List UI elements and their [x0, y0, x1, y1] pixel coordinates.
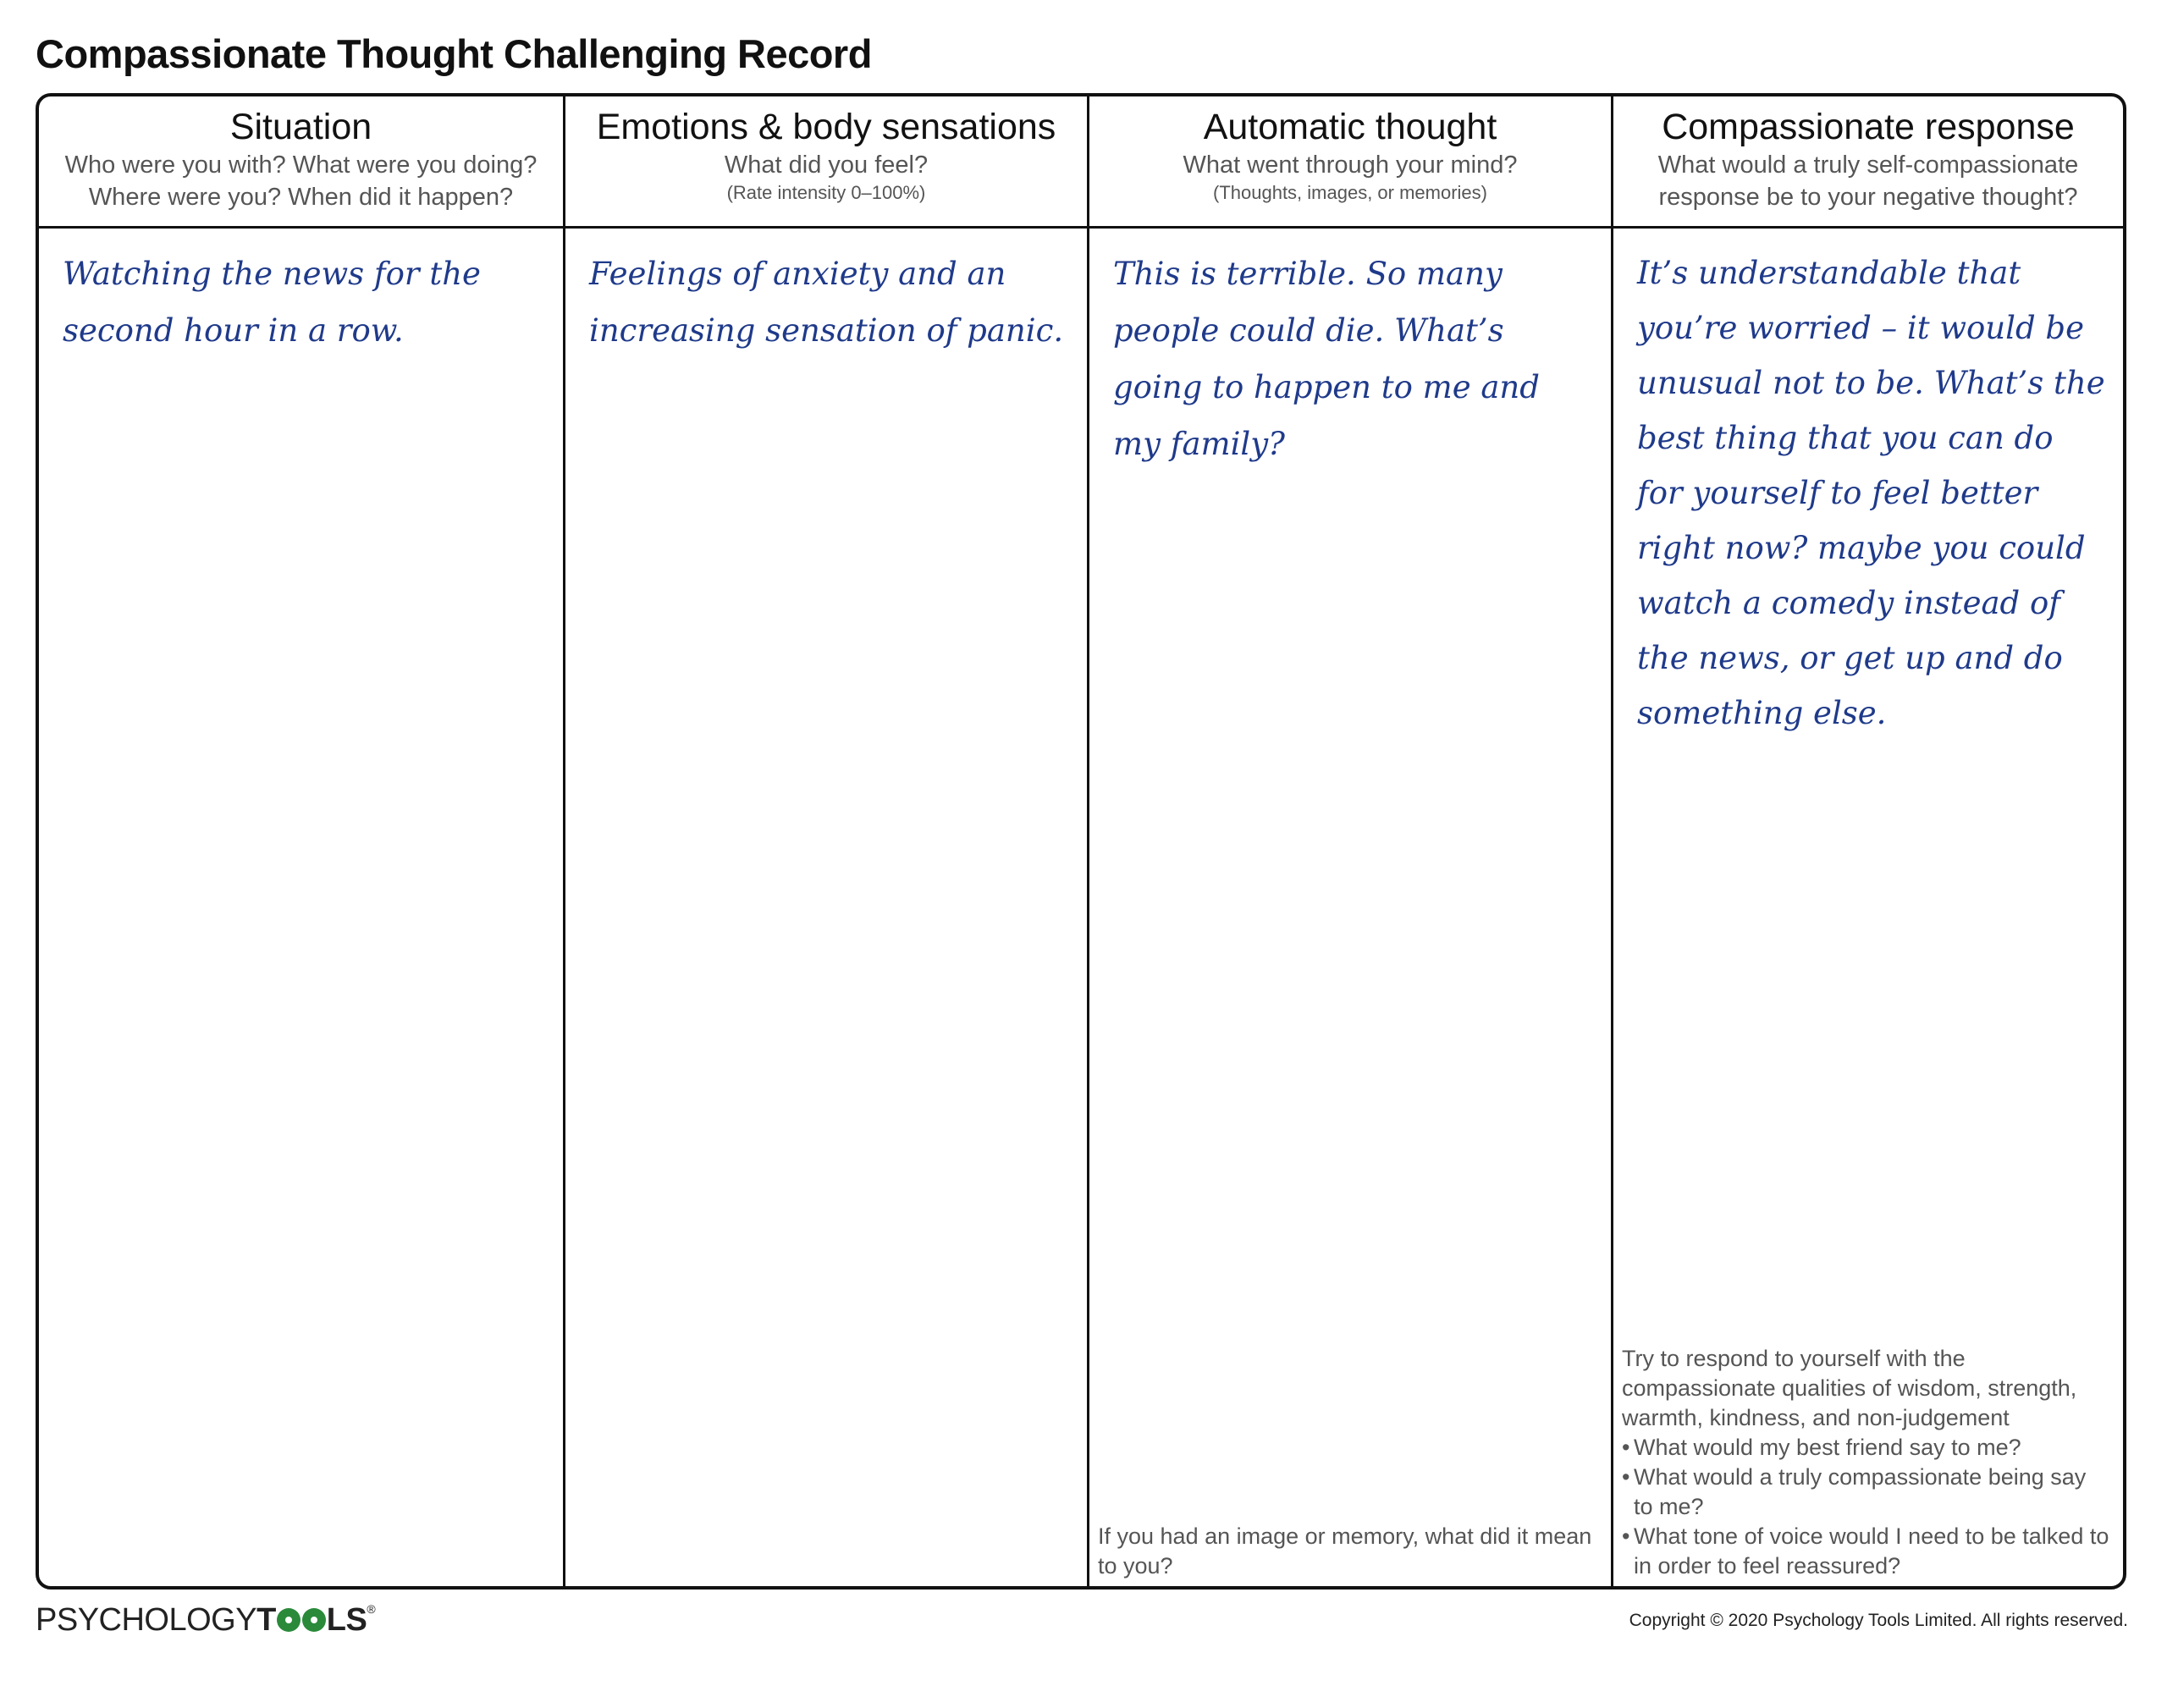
page-title: Compassionate Thought Challenging Record	[36, 31, 872, 76]
column-header-automatic-thought	[1089, 96, 1611, 229]
situation-entry[interactable]: Watching the news for the second hour in a row.	[63, 256, 481, 349]
emotions-entry[interactable]: Feelings of anxiety and an increasing sensation of panic.	[589, 256, 1064, 349]
guidance-item	[1622, 1463, 2111, 1522]
guidance-item	[1622, 1433, 2111, 1463]
automatic-thought-entry[interactable]: This is terrible. So many people could die. What’s going to happen to me and my family?	[1113, 256, 1540, 462]
column-header-emotions	[565, 96, 1087, 229]
column-emotions	[563, 96, 1087, 1586]
image-memory-prompt: If you had an image or memory, what did it mean to you?	[1098, 1523, 1592, 1579]
logo-text-t: T	[256, 1602, 276, 1638]
guidance-item-text: What would my best friend say to me?	[1634, 1435, 2021, 1460]
column-subtitle: What did you feel?	[724, 152, 929, 179]
column-automatic-thought	[1087, 96, 1611, 1586]
compassion-guidance-list	[1622, 1433, 2111, 1581]
column-title: Automatic thought	[1203, 107, 1497, 147]
compassion-guidance	[1622, 1344, 2111, 1581]
column-situation	[39, 96, 563, 1586]
gear-icon	[302, 1608, 326, 1632]
column-title: Emotions & body sensations	[596, 107, 1056, 147]
column-header-compassionate-response	[1613, 96, 2123, 229]
column-compassionate-response	[1611, 96, 2123, 1586]
column-subtitle-note: (Rate intensity 0–100%)	[726, 182, 926, 203]
logo-text-psychology: PSYCHOLOGY	[36, 1602, 257, 1638]
compassion-guidance-intro: Try to respond to yourself with the compassionate qualities of wisdom, strength, warmth, kindness, and non-judgement	[1622, 1346, 2077, 1430]
bullet-icon: •	[1622, 1523, 1630, 1549]
column-header-situation	[39, 96, 563, 229]
copyright-notice: Copyright © 2020 Psychology Tools Limited. All rights reserved.	[1629, 1611, 2128, 1630]
bullet-icon: •	[1622, 1464, 1630, 1490]
column-subtitle: What would a truly self-compassionate response be to your negative thought?	[1657, 152, 2079, 211]
gear-icon	[277, 1608, 301, 1632]
registered-mark: ®	[367, 1602, 376, 1616]
column-subtitle: What went through your mind?	[1183, 152, 1518, 179]
column-title: Situation	[229, 107, 372, 147]
column-subtitle-note: (Thoughts, images, or memories)	[1213, 182, 1487, 203]
guidance-item-text: What tone of voice would I need to be talked to in order to feel reassured?	[1634, 1523, 2109, 1579]
column-subtitle: Who were you with? What were you doing? Where were you? When did it happen?	[64, 152, 538, 211]
column-title: Compassionate response	[1662, 107, 2075, 147]
thought-record-table	[36, 93, 2126, 1590]
psychology-tools-logo[interactable]	[36, 1602, 375, 1639]
compassionate-response-entry[interactable]: It’s understandable that you’re worried – it would be unusual not to be. What’s the best thing that you can do for yourself to feel better right now? maybe you could watch a comedy instead of the news, or get up and do something else.	[1637, 255, 2105, 731]
logo-text-ls: LS	[326, 1602, 367, 1638]
bullet-icon: •	[1622, 1435, 1630, 1460]
guidance-item	[1622, 1522, 2111, 1581]
guidance-item-text: What would a truly compassionate being say to me?	[1634, 1464, 2087, 1519]
